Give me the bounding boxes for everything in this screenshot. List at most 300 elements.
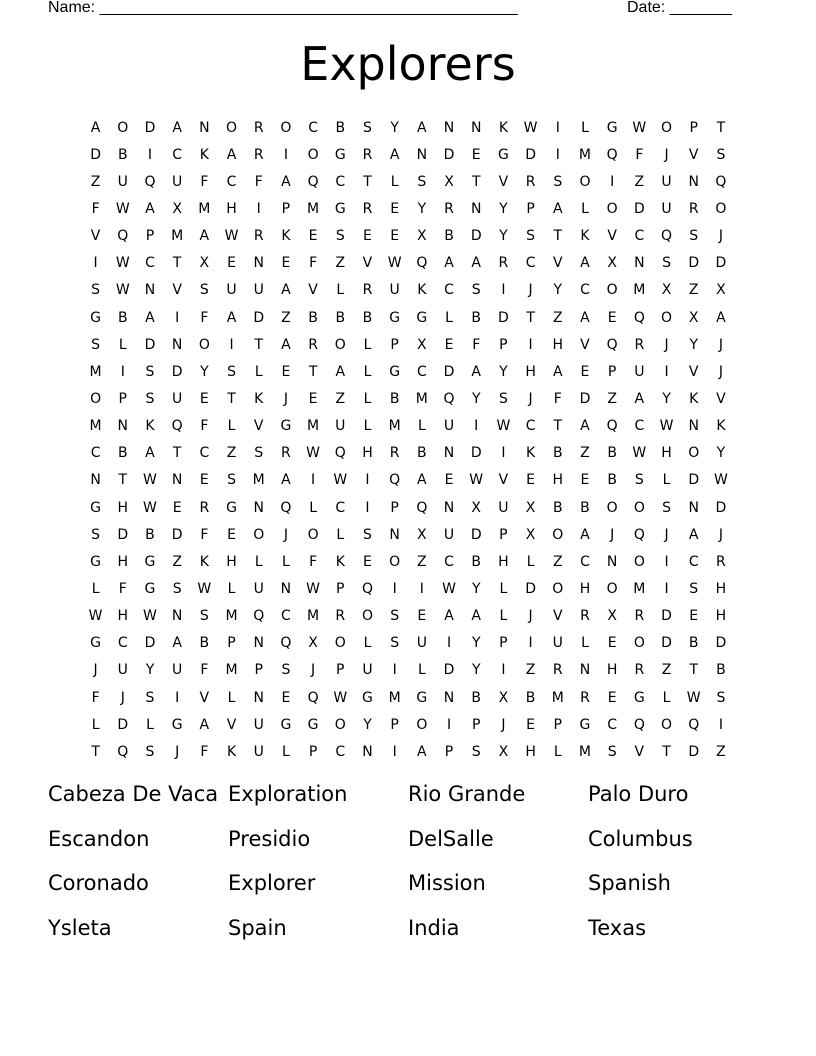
grid-cell[interactable]: D bbox=[525, 146, 536, 163]
grid-cell[interactable]: Z bbox=[716, 743, 726, 760]
grid-cell[interactable]: I bbox=[365, 472, 370, 489]
grid-cell[interactable]: I bbox=[664, 553, 669, 570]
grid-cell[interactable]: C bbox=[444, 553, 454, 570]
grid-cell[interactable]: K bbox=[498, 119, 508, 136]
grid-cell[interactable]: N bbox=[117, 418, 129, 435]
grid-cell[interactable]: C bbox=[145, 255, 155, 272]
grid-cell[interactable]: D bbox=[498, 309, 509, 326]
grid-cell[interactable]: H bbox=[552, 472, 564, 489]
grid-cell[interactable]: I bbox=[555, 146, 560, 163]
grid-cell[interactable]: S bbox=[199, 282, 209, 299]
grid-cell[interactable]: L bbox=[227, 418, 236, 435]
grid-cell[interactable]: Z bbox=[688, 282, 699, 299]
grid-cell[interactable]: W bbox=[115, 255, 130, 272]
grid-cell[interactable]: K bbox=[199, 146, 209, 163]
grid-cell[interactable]: G bbox=[416, 689, 428, 706]
grid-cell[interactable]: F bbox=[200, 418, 209, 435]
grid-cell[interactable]: L bbox=[227, 689, 236, 706]
grid-cell[interactable]: S bbox=[281, 662, 291, 679]
grid-cell[interactable]: H bbox=[117, 499, 129, 516]
grid-cell[interactable]: S bbox=[145, 363, 155, 380]
grid-cell[interactable]: I bbox=[392, 743, 397, 760]
grid-cell[interactable]: R bbox=[308, 336, 318, 353]
grid-cell[interactable]: W bbox=[143, 472, 157, 489]
grid-cell[interactable]: D bbox=[90, 146, 101, 163]
grid-cell[interactable]: N bbox=[389, 526, 400, 543]
grid-cell[interactable]: N bbox=[253, 689, 264, 706]
grid-cell[interactable]: L bbox=[254, 553, 263, 570]
grid-cell[interactable]: S bbox=[145, 390, 155, 407]
grid-cell[interactable]: U bbox=[443, 418, 455, 435]
grid-cell[interactable]: U bbox=[362, 662, 373, 679]
grid-cell[interactable]: P bbox=[607, 363, 617, 380]
grid-cell[interactable]: O bbox=[715, 200, 727, 217]
grid-cell[interactable]: X bbox=[417, 228, 427, 245]
grid-cell[interactable]: T bbox=[526, 309, 535, 326]
grid-cell[interactable]: D bbox=[171, 363, 183, 380]
grid-cell[interactable]: D bbox=[470, 228, 482, 245]
grid-cell[interactable]: Y bbox=[662, 390, 671, 407]
grid-cell[interactable]: O bbox=[633, 553, 645, 570]
grid-cell[interactable]: B bbox=[117, 445, 128, 462]
grid-cell[interactable]: V bbox=[688, 146, 699, 163]
grid-cell[interactable]: O bbox=[606, 282, 618, 299]
grid-cell[interactable]: S bbox=[390, 608, 400, 625]
grid-cell[interactable]: G bbox=[334, 146, 346, 163]
grid-cell[interactable]: I bbox=[283, 146, 288, 163]
grid-cell[interactable]: D bbox=[144, 336, 156, 353]
grid-cell[interactable]: K bbox=[281, 228, 291, 245]
grid-cell[interactable]: M bbox=[225, 608, 238, 625]
grid-cell[interactable]: B bbox=[716, 662, 726, 679]
grid-cell[interactable]: B bbox=[525, 689, 536, 706]
grid-cell[interactable]: V bbox=[308, 282, 318, 299]
grid-cell[interactable]: E bbox=[390, 228, 400, 245]
grid-cell[interactable]: G bbox=[280, 418, 292, 435]
grid-cell[interactable]: X bbox=[525, 499, 536, 516]
grid-cell[interactable]: K bbox=[226, 743, 237, 760]
grid-cell[interactable]: L bbox=[499, 580, 508, 597]
grid-cell[interactable]: H bbox=[362, 445, 373, 462]
grid-cell[interactable]: Z bbox=[607, 390, 617, 407]
grid-cell[interactable]: E bbox=[471, 146, 481, 163]
grid-cell[interactable]: X bbox=[308, 635, 318, 652]
grid-cell[interactable]: P bbox=[499, 635, 508, 652]
grid-cell[interactable]: R bbox=[580, 608, 590, 625]
grid-cell[interactable]: A bbox=[172, 635, 182, 652]
grid-cell[interactable]: R bbox=[281, 445, 291, 462]
grid-cell[interactable]: V bbox=[362, 255, 373, 272]
grid-cell[interactable]: C bbox=[607, 716, 618, 733]
grid-cell[interactable]: D bbox=[688, 743, 700, 760]
grid-cell[interactable]: D bbox=[443, 662, 455, 679]
grid-cell[interactable]: L bbox=[309, 499, 317, 516]
grid-cell[interactable]: Q bbox=[715, 173, 727, 190]
grid-cell[interactable]: W bbox=[143, 499, 157, 516]
grid-cell[interactable]: T bbox=[91, 743, 100, 760]
grid-cell[interactable]: A bbox=[389, 146, 400, 163]
grid-cell[interactable]: Y bbox=[471, 580, 481, 597]
grid-cell[interactable]: S bbox=[634, 472, 644, 489]
grid-cell[interactable]: R bbox=[634, 608, 645, 625]
grid-cell[interactable]: R bbox=[389, 445, 400, 462]
grid-cell[interactable]: H bbox=[606, 662, 618, 679]
grid-cell[interactable]: Y bbox=[145, 662, 155, 679]
grid-cell[interactable]: S bbox=[363, 119, 372, 136]
grid-cell[interactable]: V bbox=[498, 173, 509, 190]
grid-cell[interactable]: O bbox=[280, 119, 292, 136]
grid-cell[interactable]: N bbox=[171, 472, 183, 489]
grid-cell[interactable]: W bbox=[632, 445, 647, 462]
grid-cell[interactable]: W bbox=[115, 200, 130, 217]
grid-cell[interactable]: Z bbox=[661, 662, 672, 679]
grid-cell[interactable]: E bbox=[526, 472, 536, 489]
grid-cell[interactable]: V bbox=[716, 390, 726, 407]
grid-cell[interactable]: U bbox=[389, 282, 400, 299]
grid-cell[interactable]: C bbox=[525, 418, 536, 435]
grid-cell[interactable]: M bbox=[225, 662, 238, 679]
grid-cell[interactable]: P bbox=[227, 635, 236, 652]
grid-cell[interactable]: I bbox=[365, 499, 370, 516]
grid-cell[interactable]: F bbox=[200, 662, 209, 679]
grid-cell[interactable]: S bbox=[471, 743, 481, 760]
grid-cell[interactable]: N bbox=[280, 580, 292, 597]
grid-cell[interactable]: A bbox=[335, 363, 346, 380]
grid-cell[interactable]: T bbox=[363, 173, 372, 190]
grid-cell[interactable]: X bbox=[716, 282, 726, 299]
grid-cell[interactable]: J bbox=[664, 526, 669, 543]
grid-cell[interactable]: N bbox=[470, 200, 482, 217]
grid-cell[interactable]: Y bbox=[200, 363, 209, 380]
grid-cell[interactable]: L bbox=[254, 363, 263, 380]
grid-cell[interactable]: R bbox=[362, 282, 373, 299]
grid-cell[interactable]: S bbox=[662, 499, 671, 516]
grid-cell[interactable]: Z bbox=[335, 390, 346, 407]
grid-cell[interactable]: M bbox=[252, 472, 265, 489]
grid-cell[interactable]: P bbox=[390, 336, 399, 353]
grid-cell[interactable]: H bbox=[498, 553, 509, 570]
grid-cell[interactable]: L bbox=[499, 608, 508, 625]
grid-cell[interactable]: G bbox=[334, 200, 346, 217]
grid-cell[interactable]: L bbox=[363, 390, 372, 407]
grid-cell[interactable]: O bbox=[307, 146, 319, 163]
grid-cell[interactable]: F bbox=[309, 553, 318, 570]
grid-cell[interactable]: Q bbox=[633, 716, 645, 733]
grid-cell[interactable]: W bbox=[333, 472, 348, 489]
grid-cell[interactable]: J bbox=[664, 146, 669, 163]
grid-cell[interactable]: M bbox=[89, 418, 102, 435]
grid-cell[interactable]: T bbox=[553, 418, 563, 435]
grid-cell[interactable]: Q bbox=[307, 689, 319, 706]
grid-cell[interactable]: R bbox=[634, 336, 645, 353]
grid-cell[interactable]: R bbox=[444, 200, 454, 217]
grid-cell[interactable]: S bbox=[227, 363, 236, 380]
grid-cell[interactable]: A bbox=[226, 309, 237, 326]
grid-cell[interactable]: G bbox=[90, 309, 102, 326]
grid-cell[interactable]: S bbox=[91, 282, 101, 299]
grid-cell[interactable]: F bbox=[91, 689, 100, 706]
grid-cell[interactable]: Q bbox=[171, 418, 183, 435]
grid-cell[interactable]: L bbox=[445, 309, 453, 326]
grid-cell[interactable]: N bbox=[443, 499, 455, 516]
grid-cell[interactable]: F bbox=[254, 173, 263, 190]
grid-cell[interactable]: Q bbox=[307, 173, 319, 190]
grid-cell[interactable]: C bbox=[634, 418, 645, 435]
grid-cell[interactable]: H bbox=[117, 553, 129, 570]
grid-cell[interactable]: X bbox=[471, 499, 482, 516]
grid-cell[interactable]: P bbox=[336, 662, 345, 679]
grid-cell[interactable]: A bbox=[417, 119, 427, 136]
grid-cell[interactable]: R bbox=[580, 689, 590, 706]
grid-cell[interactable]: E bbox=[281, 363, 291, 380]
grid-cell[interactable]: N bbox=[443, 119, 455, 136]
grid-cell[interactable]: B bbox=[471, 309, 482, 326]
grid-cell[interactable]: O bbox=[633, 499, 645, 516]
grid-cell[interactable]: X bbox=[525, 526, 536, 543]
grid-cell[interactable]: V bbox=[688, 363, 699, 380]
grid-cell[interactable]: B bbox=[335, 119, 346, 136]
grid-cell[interactable]: K bbox=[526, 445, 536, 462]
grid-cell[interactable]: F bbox=[91, 200, 100, 217]
grid-cell[interactable]: I bbox=[501, 445, 506, 462]
grid-cell[interactable]: E bbox=[172, 499, 182, 516]
grid-cell[interactable]: J bbox=[283, 390, 288, 407]
grid-cell[interactable]: Q bbox=[117, 743, 129, 760]
grid-cell[interactable]: W bbox=[469, 472, 484, 489]
grid-cell[interactable]: R bbox=[335, 608, 346, 625]
grid-cell[interactable]: S bbox=[716, 689, 726, 706]
grid-cell[interactable]: E bbox=[363, 228, 372, 245]
grid-cell[interactable]: J bbox=[718, 526, 723, 543]
grid-cell[interactable]: O bbox=[579, 173, 591, 190]
grid-cell[interactable]: D bbox=[117, 716, 129, 733]
grid-cell[interactable]: M bbox=[633, 282, 646, 299]
grid-cell[interactable]: P bbox=[254, 662, 263, 679]
grid-cell[interactable]: U bbox=[552, 635, 563, 652]
grid-cell[interactable]: Q bbox=[416, 499, 428, 516]
grid-cell[interactable]: B bbox=[117, 309, 128, 326]
grid-cell[interactable]: X bbox=[172, 200, 182, 217]
grid-cell[interactable]: H bbox=[661, 445, 672, 462]
grid-cell[interactable]: N bbox=[171, 336, 183, 353]
grid-cell[interactable]: J bbox=[528, 390, 533, 407]
grid-cell[interactable]: Q bbox=[334, 445, 346, 462]
grid-cell[interactable]: C bbox=[335, 499, 346, 516]
grid-cell[interactable]: I bbox=[392, 662, 397, 679]
grid-cell[interactable]: N bbox=[688, 499, 699, 516]
grid-cell[interactable]: Z bbox=[552, 553, 563, 570]
grid-cell[interactable]: F bbox=[200, 526, 209, 543]
grid-cell[interactable]: A bbox=[580, 526, 590, 543]
grid-cell[interactable]: J bbox=[93, 662, 98, 679]
grid-cell[interactable]: D bbox=[661, 608, 672, 625]
grid-cell[interactable]: X bbox=[498, 689, 509, 706]
grid-cell[interactable]: C bbox=[226, 173, 237, 190]
grid-cell[interactable]: E bbox=[607, 309, 617, 326]
grid-cell[interactable]: R bbox=[688, 200, 699, 217]
grid-cell[interactable]: O bbox=[606, 200, 618, 217]
grid-cell[interactable]: R bbox=[498, 255, 509, 272]
grid-cell[interactable]: G bbox=[497, 146, 509, 163]
grid-cell[interactable]: L bbox=[336, 282, 345, 299]
grid-cell[interactable]: S bbox=[227, 472, 236, 489]
grid-cell[interactable]: Z bbox=[226, 445, 237, 462]
grid-cell[interactable]: X bbox=[444, 173, 454, 190]
grid-cell[interactable]: C bbox=[444, 282, 454, 299]
grid-cell[interactable]: B bbox=[444, 228, 454, 245]
grid-cell[interactable]: I bbox=[311, 472, 316, 489]
grid-cell[interactable]: G bbox=[144, 580, 156, 597]
grid-cell[interactable]: Q bbox=[117, 228, 129, 245]
grid-cell[interactable]: J bbox=[664, 336, 669, 353]
grid-cell[interactable]: H bbox=[226, 553, 237, 570]
grid-cell[interactable]: D bbox=[715, 255, 727, 272]
grid-cell[interactable]: T bbox=[172, 255, 182, 272]
grid-cell[interactable]: S bbox=[417, 173, 427, 190]
grid-cell[interactable]: L bbox=[282, 553, 290, 570]
grid-cell[interactable]: L bbox=[118, 336, 127, 353]
grid-cell[interactable]: O bbox=[661, 309, 673, 326]
grid-cell[interactable]: V bbox=[552, 608, 563, 625]
grid-cell[interactable]: X bbox=[688, 309, 699, 326]
grid-cell[interactable]: U bbox=[661, 200, 672, 217]
grid-cell[interactable]: A bbox=[716, 309, 726, 326]
grid-cell[interactable]: Y bbox=[716, 445, 726, 462]
grid-cell[interactable]: U bbox=[253, 282, 264, 299]
grid-cell[interactable]: S bbox=[91, 526, 101, 543]
grid-cell[interactable]: V bbox=[498, 472, 509, 489]
grid-cell[interactable]: O bbox=[416, 716, 428, 733]
grid-cell[interactable]: H bbox=[226, 200, 237, 217]
grid-cell[interactable]: S bbox=[553, 173, 563, 190]
grid-cell[interactable]: M bbox=[388, 689, 401, 706]
grid-cell[interactable]: E bbox=[308, 228, 318, 245]
grid-cell[interactable]: W bbox=[496, 418, 511, 435]
grid-cell[interactable]: S bbox=[689, 228, 699, 245]
grid-cell[interactable]: W bbox=[224, 228, 239, 245]
grid-cell[interactable]: P bbox=[145, 228, 155, 245]
grid-cell[interactable]: A bbox=[552, 363, 563, 380]
grid-cell[interactable]: D bbox=[715, 499, 727, 516]
grid-cell[interactable]: M bbox=[578, 146, 592, 163]
grid-cell[interactable]: L bbox=[581, 200, 589, 217]
grid-cell[interactable]: W bbox=[713, 472, 728, 489]
grid-cell[interactable]: S bbox=[390, 635, 400, 652]
grid-cell[interactable]: I bbox=[664, 580, 669, 597]
grid-cell[interactable]: B bbox=[471, 689, 482, 706]
grid-cell[interactable]: L bbox=[662, 689, 671, 706]
grid-cell[interactable]: Y bbox=[499, 200, 508, 217]
grid-cell[interactable]: Y bbox=[499, 363, 508, 380]
grid-cell[interactable]: M bbox=[307, 608, 320, 625]
grid-cell[interactable]: U bbox=[443, 526, 455, 543]
grid-cell[interactable]: L bbox=[91, 580, 100, 597]
grid-cell[interactable]: N bbox=[90, 472, 101, 489]
grid-cell[interactable]: L bbox=[581, 119, 589, 136]
grid-cell[interactable]: G bbox=[307, 716, 319, 733]
grid-cell[interactable]: O bbox=[226, 119, 238, 136]
grid-cell[interactable]: A bbox=[444, 255, 454, 272]
grid-cell[interactable]: P bbox=[390, 716, 399, 733]
grid-cell[interactable]: S bbox=[199, 608, 209, 625]
grid-cell[interactable]: S bbox=[363, 526, 372, 543]
grid-cell[interactable]: V bbox=[607, 228, 617, 245]
grid-cell[interactable]: Q bbox=[606, 146, 618, 163]
grid-cell[interactable]: T bbox=[118, 472, 128, 489]
grid-cell[interactable]: W bbox=[659, 418, 674, 435]
grid-cell[interactable]: E bbox=[580, 472, 590, 489]
grid-cell[interactable]: A bbox=[417, 472, 427, 489]
grid-cell[interactable]: P bbox=[118, 390, 127, 407]
grid-cell[interactable]: M bbox=[578, 743, 592, 760]
grid-cell[interactable]: Q bbox=[280, 499, 292, 516]
grid-cell[interactable]: I bbox=[446, 635, 452, 652]
grid-cell[interactable]: E bbox=[580, 363, 590, 380]
grid-cell[interactable]: J bbox=[175, 743, 180, 760]
grid-cell[interactable]: S bbox=[91, 336, 101, 353]
grid-cell[interactable]: A bbox=[471, 255, 481, 272]
grid-cell[interactable]: Q bbox=[633, 526, 645, 543]
grid-cell[interactable]: Q bbox=[688, 716, 700, 733]
grid-cell[interactable]: S bbox=[471, 282, 481, 299]
grid-cell[interactable]: Y bbox=[417, 200, 427, 217]
grid-cell[interactable]: N bbox=[688, 173, 699, 190]
grid-cell[interactable]: A bbox=[471, 363, 481, 380]
grid-cell[interactable]: C bbox=[580, 282, 590, 299]
grid-cell[interactable]: Y bbox=[689, 336, 698, 353]
grid-cell[interactable]: L bbox=[390, 173, 399, 190]
grid-cell[interactable]: W bbox=[306, 580, 321, 597]
grid-cell[interactable]: D bbox=[470, 526, 482, 543]
grid-cell[interactable]: I bbox=[175, 689, 180, 706]
grid-cell[interactable]: V bbox=[580, 336, 590, 353]
grid-cell[interactable]: D bbox=[443, 363, 455, 380]
grid-cell[interactable]: E bbox=[227, 526, 236, 543]
grid-cell[interactable]: C bbox=[281, 608, 291, 625]
grid-cell[interactable]: Y bbox=[390, 119, 399, 136]
grid-cell[interactable]: X bbox=[661, 282, 672, 299]
grid-cell[interactable]: O bbox=[552, 580, 564, 597]
grid-cell[interactable]: I bbox=[718, 716, 723, 733]
grid-cell[interactable]: N bbox=[634, 255, 645, 272]
grid-cell[interactable]: J bbox=[501, 716, 506, 733]
grid-cell[interactable]: L bbox=[417, 662, 426, 679]
grid-cell[interactable]: X bbox=[199, 255, 210, 272]
grid-cell[interactable]: M bbox=[388, 418, 401, 435]
grid-cell[interactable]: F bbox=[200, 173, 209, 190]
grid-cell[interactable]: G bbox=[226, 499, 237, 516]
grid-cell[interactable]: P bbox=[308, 743, 318, 760]
grid-cell[interactable]: A bbox=[172, 119, 182, 136]
grid-cell[interactable]: C bbox=[335, 173, 346, 190]
grid-cell[interactable]: O bbox=[334, 716, 346, 733]
grid-cell[interactable]: R bbox=[253, 119, 264, 136]
grid-cell[interactable]: K bbox=[580, 228, 590, 245]
grid-cell[interactable]: L bbox=[363, 635, 372, 652]
grid-cell[interactable]: O bbox=[661, 716, 673, 733]
grid-cell[interactable]: N bbox=[606, 553, 618, 570]
grid-cell[interactable]: Z bbox=[552, 309, 563, 326]
grid-cell[interactable]: Z bbox=[90, 173, 101, 190]
grid-cell[interactable]: G bbox=[633, 689, 645, 706]
grid-cell[interactable]: U bbox=[253, 580, 264, 597]
grid-cell[interactable]: B bbox=[471, 553, 482, 570]
grid-cell[interactable]: E bbox=[199, 390, 209, 407]
grid-cell[interactable]: F bbox=[200, 309, 209, 326]
grid-cell[interactable]: V bbox=[634, 743, 645, 760]
grid-cell[interactable]: O bbox=[334, 336, 346, 353]
grid-cell[interactable]: P bbox=[471, 716, 481, 733]
